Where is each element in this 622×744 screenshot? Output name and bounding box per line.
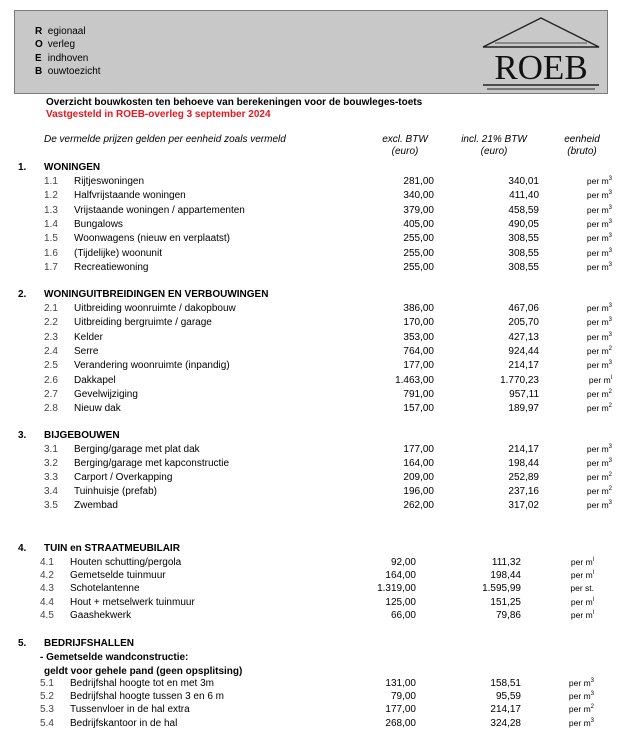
item-code: 2.8 bbox=[44, 403, 58, 415]
item-description: Uitbreiding woonruimte / dakopbouw bbox=[74, 303, 236, 314]
price-unit: per $m^l$ bbox=[570, 609, 594, 620]
price-excl: 164,00 bbox=[403, 458, 434, 469]
table-row bbox=[0, 691, 622, 705]
item-description: Bedrijfskantoor in de hal bbox=[70, 717, 178, 729]
column-excl-header: excl. BTW (euro) bbox=[382, 134, 428, 157]
price-incl: 427,13 bbox=[508, 331, 539, 343]
price-excl: 340,00 bbox=[403, 190, 434, 202]
price-excl: 1.463,00 bbox=[395, 374, 434, 386]
section-subtitle: - Gemetselde wandconstructie: bbox=[40, 652, 189, 663]
intro-text: De vermelde prijzen gelden per eenheid zoals vermeld bbox=[44, 134, 286, 145]
section-number: 5. bbox=[18, 638, 27, 649]
price-unit: per $m^3$ bbox=[568, 717, 594, 728]
item-description: Halfvrijstaande woningen bbox=[74, 190, 186, 202]
item-description: (Tijdelijke) woonunit bbox=[74, 247, 162, 259]
price-excl: 196,00 bbox=[403, 486, 434, 497]
table-row bbox=[0, 500, 622, 514]
item-code: 4.2 bbox=[40, 570, 54, 582]
item-description: Gevelwijziging bbox=[74, 388, 138, 400]
price-incl: 340,01 bbox=[508, 176, 539, 187]
table-row bbox=[0, 346, 622, 360]
item-description: Gemetselde tuinmuur bbox=[70, 570, 166, 582]
price-excl: 92,00 bbox=[390, 557, 416, 568]
price-incl: 214,17 bbox=[508, 444, 539, 455]
price-incl: 1.595,99 bbox=[482, 583, 521, 595]
item-description: Hout + metselwerk tuinmuur bbox=[70, 596, 195, 608]
item-code: 2.6 bbox=[44, 374, 58, 386]
price-excl: 791,00 bbox=[403, 388, 434, 400]
table-row bbox=[0, 303, 622, 317]
price-unit: per $m^3$ bbox=[586, 331, 612, 342]
item-code: 5.3 bbox=[40, 704, 54, 716]
item-description: Kelder bbox=[74, 331, 103, 343]
item-code: 3.5 bbox=[44, 500, 58, 511]
table-row bbox=[0, 375, 622, 389]
price-excl: 157,00 bbox=[403, 403, 434, 415]
item-description: Zwembad bbox=[74, 500, 118, 511]
price-incl: 151,25 bbox=[490, 596, 521, 608]
section-number: 3. bbox=[18, 430, 27, 441]
table-row bbox=[0, 458, 622, 472]
price-excl: 255,00 bbox=[403, 261, 434, 273]
item-description: Vrijstaande woningen / appartementen bbox=[74, 204, 245, 216]
price-unit: per $m^l$ bbox=[570, 557, 594, 567]
table-row bbox=[0, 389, 622, 403]
section-title: WONINGUITBREIDINGEN EN VERBOUWINGEN bbox=[44, 289, 269, 300]
section-title: WONINGEN bbox=[44, 162, 101, 173]
table-row bbox=[0, 570, 622, 584]
item-code: 4.5 bbox=[40, 609, 54, 621]
table-row bbox=[0, 190, 622, 204]
price-incl: 957,11 bbox=[509, 388, 539, 400]
item-description: Verandering woonruimte (inpandig) bbox=[74, 360, 230, 372]
price-unit: per $m^2$ bbox=[586, 345, 612, 356]
price-excl: 764,00 bbox=[403, 345, 434, 357]
item-code: 2.3 bbox=[44, 331, 58, 343]
table-row bbox=[0, 704, 622, 718]
item-description: Rijtjeswoningen bbox=[74, 176, 145, 187]
price-unit: per $m^3$ bbox=[586, 360, 612, 371]
table-row bbox=[0, 610, 622, 624]
price-unit: per $m^l$ bbox=[570, 570, 594, 581]
price-excl: 1.319,00 bbox=[377, 583, 416, 595]
item-description: Carport / Overkapping bbox=[74, 472, 173, 483]
price-excl: 170,00 bbox=[403, 317, 434, 329]
price-incl: 79,86 bbox=[495, 609, 521, 621]
table-row bbox=[0, 403, 622, 417]
price-incl: 308,55 bbox=[508, 261, 539, 273]
section-title: TUIN en STRAATMEUBILAIR bbox=[44, 543, 180, 554]
price-unit: per $m^3$ bbox=[586, 500, 612, 510]
table-row bbox=[0, 233, 622, 247]
price-excl: 125,00 bbox=[385, 596, 416, 608]
item-code: 5.1 bbox=[40, 678, 54, 689]
price-incl: 458,59 bbox=[508, 204, 539, 216]
price-incl: 205,70 bbox=[508, 317, 539, 329]
item-description: Bedrijfshal hoogte tussen 3 en 6 m bbox=[70, 691, 224, 703]
section-title: BIJGEBOUWEN bbox=[44, 430, 120, 441]
price-unit: per $m^2$ bbox=[586, 388, 612, 399]
price-excl: 379,00 bbox=[403, 204, 434, 216]
roeb-header bbox=[14, 10, 608, 94]
price-unit: per st. bbox=[570, 583, 594, 594]
price-unit: per $m^3$ bbox=[568, 678, 594, 688]
table-row bbox=[0, 486, 622, 500]
price-incl: 198,44 bbox=[490, 570, 521, 582]
price-incl: 237,16 bbox=[508, 486, 539, 497]
price-incl: 189,97 bbox=[508, 403, 539, 415]
price-excl: 281,00 bbox=[403, 176, 434, 187]
item-code: 1.4 bbox=[44, 218, 58, 230]
item-description: Tussenvloer in de hal extra bbox=[70, 704, 190, 716]
price-unit: per $m^2$ bbox=[586, 486, 612, 496]
price-excl: 353,00 bbox=[403, 331, 434, 343]
price-excl: 79,00 bbox=[390, 691, 416, 703]
price-incl: 252,89 bbox=[508, 472, 539, 483]
item-code: 2.7 bbox=[44, 388, 58, 400]
item-code: 5.4 bbox=[40, 717, 54, 729]
price-unit: per $m^3$ bbox=[586, 303, 612, 313]
price-incl: 924,44 bbox=[508, 345, 539, 357]
table-row bbox=[0, 205, 622, 219]
price-incl: 317,02 bbox=[508, 500, 539, 511]
item-description: Recreatiewoning bbox=[74, 261, 149, 273]
item-description: Nieuw dak bbox=[74, 403, 121, 415]
item-description: Gaashekwerk bbox=[70, 609, 132, 621]
acronym-row: E indhoven bbox=[35, 52, 89, 64]
section-number: 2. bbox=[18, 289, 27, 300]
item-code: 4.4 bbox=[40, 596, 54, 608]
price-excl: 177,00 bbox=[403, 444, 434, 455]
section-subtitle: geldt voor gehele pand (geen opsplitsing) bbox=[44, 666, 243, 677]
price-excl: 255,00 bbox=[403, 233, 434, 245]
price-excl: 177,00 bbox=[403, 360, 434, 372]
price-unit: per $m^3$ bbox=[586, 444, 612, 454]
item-code: 3.2 bbox=[44, 458, 58, 469]
item-code: 1.6 bbox=[44, 247, 58, 259]
item-code: 1.5 bbox=[44, 233, 58, 245]
acronym-block bbox=[35, 25, 101, 79]
price-excl: 268,00 bbox=[385, 717, 416, 729]
table-row bbox=[0, 718, 622, 732]
price-excl: 131,00 bbox=[385, 678, 416, 689]
price-excl: 386,00 bbox=[403, 303, 434, 314]
section-number: 1. bbox=[18, 162, 27, 173]
price-excl: 66,00 bbox=[390, 609, 416, 621]
item-code: 3.4 bbox=[44, 486, 58, 497]
price-incl: 111,32 bbox=[491, 557, 521, 568]
table-row bbox=[0, 360, 622, 374]
item-code: 4.1 bbox=[40, 557, 54, 568]
item-description: Schotelantenne bbox=[70, 583, 140, 595]
price-unit: per $m^3$ bbox=[568, 691, 594, 702]
price-incl: 467,06 bbox=[508, 303, 539, 314]
price-excl: 177,00 bbox=[385, 704, 416, 716]
price-excl: 262,00 bbox=[403, 500, 434, 511]
item-description: Bedrijfshal hoogte tot en met 3m bbox=[70, 678, 214, 689]
item-description: Bungalows bbox=[74, 218, 123, 230]
item-code: 5.2 bbox=[40, 691, 54, 703]
roeb-logo bbox=[477, 15, 605, 91]
item-code: 3.1 bbox=[44, 444, 58, 455]
price-incl: 198,44 bbox=[508, 458, 539, 469]
price-unit: per $m^3$ bbox=[586, 261, 612, 272]
item-code: 3.3 bbox=[44, 472, 58, 483]
price-incl: 308,55 bbox=[508, 233, 539, 245]
table-row bbox=[0, 444, 622, 458]
item-code: 1.3 bbox=[44, 204, 58, 216]
table-row bbox=[0, 678, 622, 692]
column-incl-header: incl. 21% BTW (euro) bbox=[461, 134, 527, 157]
price-unit: per $m^3$ bbox=[586, 233, 612, 244]
column-unit-header: eenheid (bruto) bbox=[564, 134, 600, 157]
price-incl: 490,05 bbox=[508, 218, 539, 230]
acronym-row: B ouwtoezicht bbox=[35, 66, 101, 78]
item-description: Berging/garage met plat dak bbox=[74, 444, 200, 455]
price-excl: 255,00 bbox=[403, 247, 434, 259]
price-incl: 214,17 bbox=[508, 360, 539, 372]
logo-text: ROEB bbox=[494, 48, 588, 87]
table-row bbox=[0, 248, 622, 262]
price-excl: 164,00 bbox=[385, 570, 416, 582]
price-unit: per $m^2$ bbox=[568, 704, 594, 715]
table-row bbox=[0, 219, 622, 233]
item-description: Uitbreiding bergruimte / garage bbox=[74, 317, 212, 329]
item-code: 4.3 bbox=[40, 583, 54, 595]
price-unit: per $m^l$ bbox=[570, 596, 594, 607]
table-row bbox=[0, 597, 622, 611]
item-description: Berging/garage met kapconstructie bbox=[74, 458, 230, 469]
price-unit: per $m^3$ bbox=[586, 218, 612, 229]
table-row bbox=[0, 557, 622, 571]
table-row bbox=[0, 317, 622, 331]
acronym-row: O verleg bbox=[35, 39, 76, 51]
document-subtitle: Vastgesteld in ROEB-overleg 3 september 2024 bbox=[46, 109, 271, 120]
price-excl: 209,00 bbox=[403, 472, 434, 483]
price-unit: per $m^3$ bbox=[586, 176, 612, 186]
item-description: Serre bbox=[74, 345, 99, 357]
table-row bbox=[0, 332, 622, 346]
item-code: 2.5 bbox=[44, 360, 58, 372]
price-incl: 324,28 bbox=[490, 717, 521, 729]
item-description: Houten schutting/pergola bbox=[70, 557, 182, 568]
price-incl: 95,59 bbox=[495, 691, 521, 703]
price-incl: 158,51 bbox=[490, 678, 521, 689]
price-incl: 308,55 bbox=[508, 247, 539, 259]
price-unit: per $m^3$ bbox=[586, 317, 612, 328]
table-row bbox=[0, 176, 622, 190]
section-title: BEDRIJFSHALLEN bbox=[44, 638, 135, 649]
price-unit: per $m^2$ bbox=[586, 403, 612, 414]
item-description: Dakkapel bbox=[74, 374, 116, 386]
price-incl: 1.770,23 bbox=[500, 374, 539, 386]
item-description: Woonwagens (nieuw en verplaatst) bbox=[74, 233, 231, 245]
price-unit: per $m^2$ bbox=[586, 472, 612, 482]
table-row bbox=[0, 583, 622, 597]
item-code: 2.2 bbox=[44, 317, 58, 329]
table-row bbox=[0, 262, 622, 276]
section-number: 4. bbox=[18, 543, 27, 554]
price-incl: 411,40 bbox=[509, 190, 539, 202]
price-unit: per $m^3$ bbox=[586, 247, 612, 258]
item-code: 1.2 bbox=[44, 190, 58, 202]
document-title: Overzicht bouwkosten ten behoeve van berekeningen voor de bouwleges-toets bbox=[46, 97, 423, 108]
price-unit: per $m^3$ bbox=[586, 204, 612, 215]
table-row bbox=[0, 472, 622, 486]
price-incl: 214,17 bbox=[490, 704, 521, 716]
acronym-row: R egionaal bbox=[35, 26, 86, 37]
item-code: 1.7 bbox=[44, 261, 58, 273]
item-description: Tuinhuisje (prefab) bbox=[74, 486, 158, 497]
item-code: 2.1 bbox=[44, 303, 58, 314]
price-unit: per $m^l$ bbox=[588, 374, 612, 385]
price-unit: per $m^3$ bbox=[586, 458, 612, 468]
price-unit: per $m^3$ bbox=[586, 190, 612, 201]
price-excl: 405,00 bbox=[403, 218, 434, 230]
item-code: 1.1 bbox=[44, 176, 58, 187]
item-code: 2.4 bbox=[44, 345, 58, 357]
